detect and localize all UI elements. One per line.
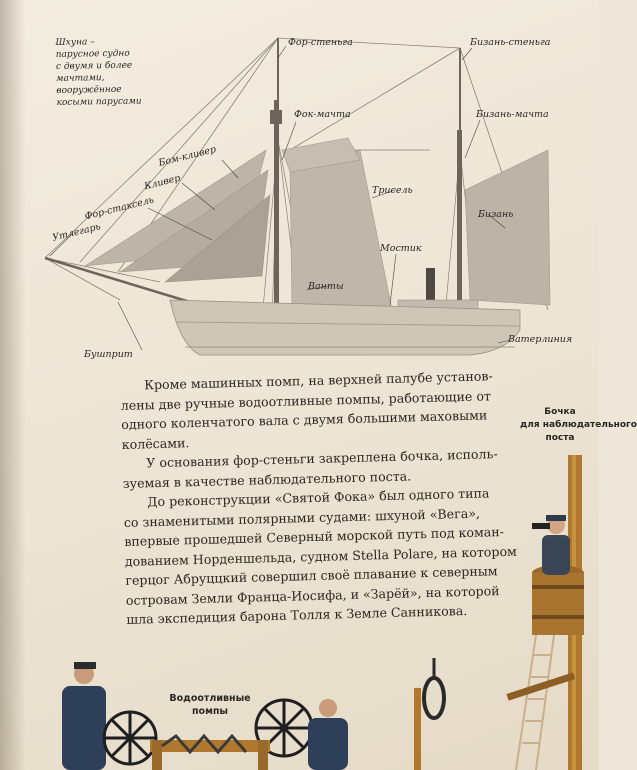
- note-line: с двумя и более: [55, 60, 133, 72]
- text-line: одного коленчатого вала с двумя большими маховыми: [121, 407, 488, 432]
- label-bizan: Бизань: [478, 209, 514, 220]
- body-text: [120, 365, 538, 629]
- bizan-mast: [457, 130, 462, 318]
- text-line: дованием Норденшельда, судном Stella Polare, на котором: [124, 543, 518, 569]
- note-line: косыми парусами: [56, 96, 142, 108]
- note-line: Шхуна –: [55, 37, 95, 48]
- text-line: впервые прошедшей Северный морской путь под коман-: [124, 524, 505, 549]
- caption-line: для наблюдательного: [520, 420, 637, 430]
- label-kliver: Кливер: [143, 172, 182, 193]
- pump-worker-right: [308, 718, 348, 770]
- caption-line: Бочка: [544, 407, 576, 417]
- caption-pumps: [150, 692, 270, 718]
- label-fok-machta: Фок-мачта: [294, 109, 351, 120]
- text-line: зуемая в качестве наблюдательного поста.: [122, 467, 412, 491]
- text-line: герцог Абруццкий совершил своё плавание к северным: [125, 563, 498, 588]
- pulley-block: [424, 678, 444, 718]
- caption-barrel: [520, 406, 637, 445]
- label-for-staksel: Фор-стаксель: [83, 194, 155, 223]
- caption-line: Водоотливные: [169, 693, 251, 704]
- text-line: островам Земли Франца-Иосифа, и «Зарёй», на которой: [125, 582, 500, 608]
- text-line: лены две ручные водоотливные помпы, работающие от: [120, 387, 492, 413]
- paragraph-pumps: [120, 365, 534, 454]
- caption-line: помпы: [191, 706, 228, 717]
- label-for-stenga: Фор-стеньга: [288, 37, 353, 48]
- schooner-definition: [55, 35, 166, 109]
- fok-mast: [274, 100, 279, 322]
- bizan-sail: [465, 150, 550, 305]
- caption-line: поста: [545, 433, 575, 443]
- label-utlegar: Утлегарь: [51, 221, 102, 244]
- lookout-illustration: [496, 455, 599, 770]
- label-mostik: Мостик: [380, 243, 422, 254]
- text-line: У основания фор-стеньги закреплена бочка, исполь-: [146, 446, 498, 471]
- label-bizan-stenga: Бизань-стеньга: [470, 37, 551, 48]
- rope-ladder: [516, 635, 554, 770]
- text-line: со знаменитыми полярными судами: шхуной «Вега»,: [123, 505, 481, 530]
- note-line: вооружённое: [56, 84, 122, 96]
- barrel-on-mast: [270, 110, 282, 124]
- text-line: Кроме машинных помп, на верхней палубе установ-: [144, 368, 493, 393]
- label-vaterliniya: Ватерлиния: [508, 334, 573, 345]
- note-line: мачтами,: [56, 73, 105, 84]
- label-bushprit: Бушприт: [84, 349, 133, 360]
- note-line: парусное судно: [55, 48, 130, 60]
- text-line: шла экспедиция барона Толля к Земле Санникова.: [126, 602, 468, 627]
- label-vanty: Ванты: [308, 281, 344, 292]
- label-bom-kliver: Бом-кливер: [157, 144, 218, 169]
- text-line: До реконструкции «Святой Фока» был одного типа: [147, 485, 490, 510]
- paragraph-history: [123, 482, 538, 629]
- pump-worker-left: [62, 686, 106, 770]
- text-line: колёсами.: [121, 434, 190, 452]
- label-bizan-machta: Бизань-мачта: [476, 109, 549, 120]
- label-trisel: Трисель: [372, 185, 413, 196]
- flywheel-left: [104, 712, 156, 764]
